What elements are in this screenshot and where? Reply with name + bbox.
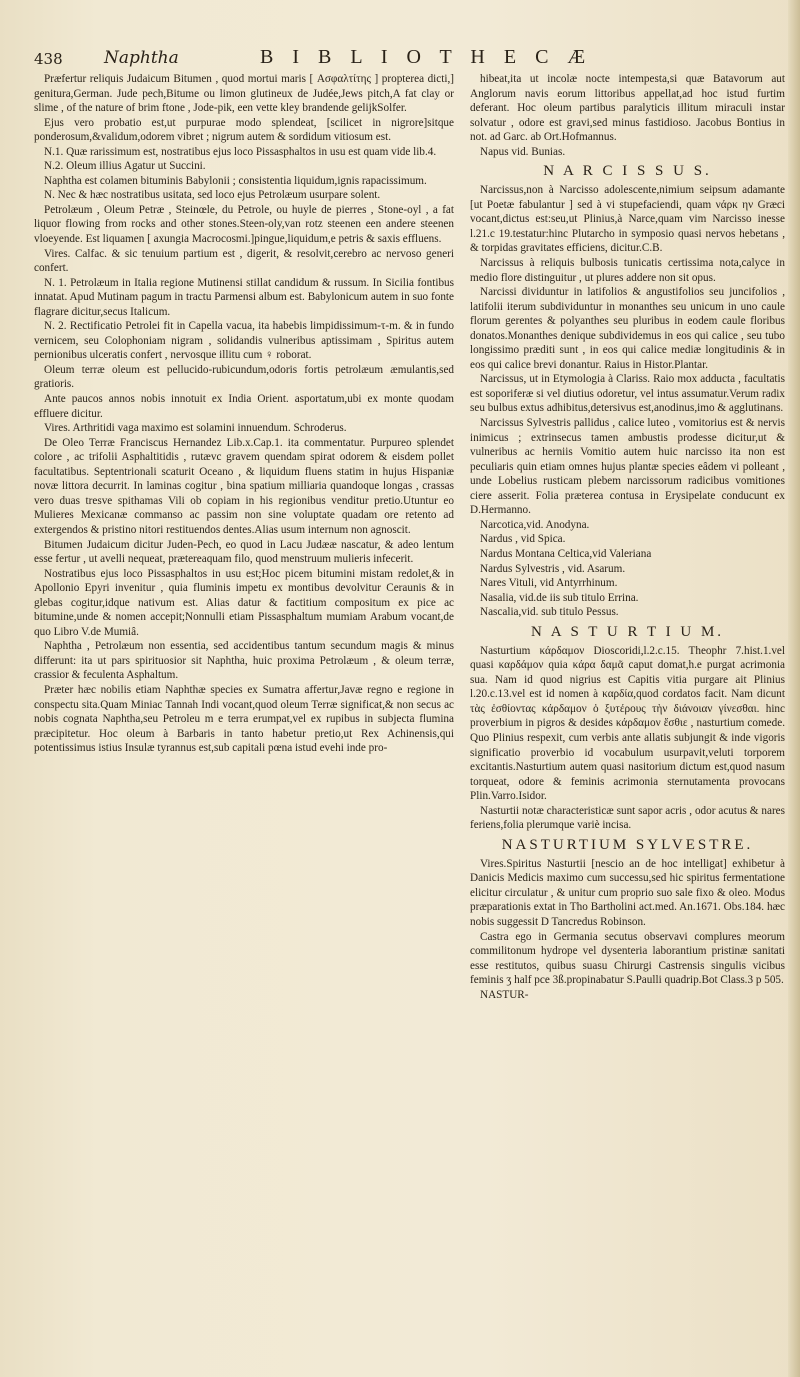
paragraph: Vires. Arthritidi vaga maximo est solamini innuendum. Schroderus.	[44, 422, 347, 435]
paragraph: Nasturtii notæ characteristicæ sunt sapor acris , odor acutus & nares feriens,folia plerumque variè incisa.	[470, 804, 785, 832]
page-title: B I B L I O T H E C Æ	[260, 46, 593, 68]
paragraph: N.1. Quæ rarissimum est, nostratibus ejus loco Pissasphaltos in usu est quam vide lib.4.	[44, 145, 437, 158]
cross-reference: Napus vid. Bunias.	[480, 145, 566, 158]
paragraph: hibeat,ita ut incolæ nocte intempesta,si quæ Batavorum aut Anglorum navis eorum littoribus appellat,ad hoc istud furtim deferant. Hoc oleum partibus paralyticis illitum miraculi instar solvatur , odore est gravi,sed minus fastidioso. Jacobus Bontius in not. ad Garc. ab Ort.Hofmannus.	[470, 73, 785, 144]
paragraph: Vires. Calfac. & sic tenuium partium est , digerit, & resolvit,cerebro ac nervoso generi confert.	[34, 247, 454, 275]
paragraph: Præfertur reliquis Judaicum Bitumen , quod mortui maris [ Ασφαλτίτης ] propterea dicti,] genitura,German. Jude pech,Bitume ou limon glutineux de Judée,Jews pitch,A fat clay or slime , of the nature of brim ftone , Jode-pik, een vette kley brandende gelijkSolfer.	[34, 73, 454, 115]
paragraph: N.2. Oleum illius Agatur ut Succini.	[44, 160, 206, 173]
paragraph: Naphtha est colamen bituminis Babylonii ; consistentia liquidum,ignis rapacissimum.	[44, 174, 427, 187]
paragraph: Narcissus à reliquis bulbosis tunicatis certissima nota,calyce in medio flore distinguitur , ut plures addere non sit opus.	[470, 257, 785, 284]
page-number: 438	[34, 50, 63, 68]
paragraph: Ante paucos annos nobis innotuit ex India Orient. asportatum,ubi ex monte quodam effluere dicitur.	[34, 393, 454, 420]
cross-reference: Nares Vituli, vid Antyrrhinum.	[480, 577, 618, 590]
paragraph: N. 2. Rectificatio Petrolei fit in Capella vacua, ita habebis limpidissimum-τ-m. & in fundo vernicem, seu Colophoniam nigram , solidandis vulneribus aptissimam , Spiritus autem pernionibus ulceratis confert , nervosque illitu cum ♀ roborat.	[34, 320, 454, 362]
paragraph: Nostratibus ejus loco Pissasphaltos in usu est;Hoc picem bitumini mistam redolet,& in Apollonio Epyri invenitur , quia fluminis impetu ex montibus devolvitur Ceraunis & in glebas cogitur,idque nativum est. Alias datur & factitium compositum ex pice ac bitumine,unde & nomen accepit;Nonnulli etiam Pissasphaltum mumiam Arabum vocant,de quo Libro V.de Mumiâ.	[34, 567, 454, 638]
section-heading: N A S T U R T I U M.	[530, 623, 725, 640]
paragraph: Oleum terræ oleum est pellucido-rubicundum,odoris fortis petrolæum æmulantis,sed gratioris.	[34, 363, 454, 391]
paragraph: Narcissus, ut in Etymologia à Clariss. Raio mox adducta , facultatis est soporiferæ si vel diutius odoretur, vel intus assumatur.Verum radix seu bulbus extus adhibitus,detersivus est,anodinus,imo & agglutinans.	[470, 373, 785, 415]
paragraph: Petrolæum , Oleum Petræ , Steinœle, du Petrole, ou huyle de pierres , Stone-oyl , a fat liquor flowing from rocks and other stones.Steen-oly,van rotz steenen een andere steenen vloeyende. Est liquamen [ axungia Macrocosmi.]pingue,liquidum,e petris & saxis effluens.	[34, 203, 454, 246]
paragraph: Præter hæc nobilis etiam Naphthæ species ex Sumatra affertur,Javæ regno e regione in conspectu sita.Quam Miniac Tannah Indi vocant,quod oleum Terræ significat,& non secus ac nobis cognata Naphtha,seu Petroleu m e terra erumpat,vel ex rupibus in subjecta flumina præcipitetur. Hoc oleum à Barbaris in tanto habetur pretio,ut Rex Achinensis,qui potentissimus istius Insulæ tyrannus est,sub capitali pœna istud evehi inde pro-	[34, 683, 454, 755]
cross-reference: Narcotica,vid. Anodyna.	[480, 518, 590, 531]
paragraph: De Oleo Terræ Franciscus Hernandez Lib.x.Cap.1. ita commentatur. Purpureo splendet colore , ac trifolii Asphaltitidis , rutævc gravem quendam spirat odorem & eisdem pollet facultatibus. Septentrionali scaturit Oceano , & liquidum fluens statim in hujus Hispaniæ novæ littora decurrit. In laminas cogitur , bina spatium milliaria quandoque longas , crassas vero duas tresve spithamas Vili ob copiam in his regionibus venditur pretio.Utuntur eo Mulieres Mexicanæ commanso ac passim non sine voluptate quadam ore retento ad extergendos & pristino nitori restituendos dentes.Alias usum internum non agnoscit.	[34, 436, 454, 536]
cross-reference: NASTUR-	[480, 988, 529, 1001]
cross-reference: Nascalia,vid. sub titulo Pessus.	[480, 606, 619, 619]
paragraph: Nasturtium κάρδαμον Dioscoridi,l.2.c.15. Theophr 7.hist.1.vel quasi καρδάμον quia κάρα δαμᾶ caput domat,h.e purgat acrimonia sua. Nam id quod nigrius est Capitis vitia purgare ait Plinius l.20.c.13.vel est id nomen à καρδία,quod cordatos facit. Nam dicunt τὰς ἐσθίοντας κάρδαμον ὁ ξυτέρους τὴν διάνοιαν γίνεσθαι. hinc proverbium in pigros & desides κάρδαμον ἔσθιε , nasturtium comede. Quo Plinius respexit, cum verbis ante allatis subjungit & inde vigoris significatio proverbio id vocabulum usurpavit,veluti torporem excitantis.Nasturtium autem quasi nasitorium dictum est,quod nasum torqueat, odore & feminis acrimonia sternutamenta provocans Plin.Varro.Isidor.	[470, 644, 785, 803]
paragraph: Castra ego in Germania secutus observavi complures meorum commilitonum hydrope vel dysenteria laborantium pristinæ sanitati esse restitutos, quibus suasu Chirurgi Castrensis singulis vicibus feminis ʒ half pce 3ß.propinabatur S.Paulli quadrip.Bot Class.3 p 505.	[470, 930, 785, 987]
page-header	[0, 44, 800, 74]
paragraph: N. Nec & hæc nostratibus usitata, sed loco ejus Petrolæum usurpare solent.	[44, 189, 381, 202]
page-edge	[788, 0, 800, 1377]
section-heading: NASTURTIUM SYLVESTRE.	[501, 836, 754, 853]
paragraph: Naphtha , Petrolæum non essentia, sed accidentibus tantum secundum magis & minus differunt: ita ut pars spirituosior sit Naphtha, huic proxima Petrolæum , & oleum terræ, crassior & feculenta Asphaltum.	[34, 640, 454, 682]
paragraph: Bitumen Judaicum dicitur Juden-Pech, eo quod in Lacu Judææ nascatur, & adeo lentum esse fertur , ut avelli nequeat, prætereaquam filo, quod menstruum mulieris infecerit.	[34, 538, 454, 566]
paragraph: Narcissi dividuntur in latifolios & angustifolios seu juncifolios , latifolii iterum subdividuntur in monanthes seu unicum in uno caule florum gerentes & polyanthes seu pluribus in eodem caule floribus donatos.Monanthes denique subdividemus in eos qui calice , seu tubo longissimo præditi sunt , in eos qui calice mediæ longitudinis & in eos qui calice brevi donantur. Raius in Histor.Plantar.	[470, 286, 785, 371]
paragraph: Narcissus,non à Narcisso adolescente,nimium seipsum adamante [ut Poetæ fabulantur ] sed à vi stupefaciendi, quam νάρκ ην Græci vocant,dictus est:seu,ut Plinius,à Narce,quam vim Narcisso inesse l.21.c 19.testatur:hinc Plutarcho in symposio quasi nervos hebetans , & torpidas gravitates efficiens, dicitur.C.B.	[470, 184, 785, 255]
cross-reference: Nardus Montana Celtica,vid Valeriana	[480, 547, 652, 560]
paragraph: Ejus vero probatio est,ut purpurae modo splendeat, [scilicet in nigrore]sitque ponderosum,&validum,odorem vibret ; nigrum autem & sordidum vitiosum est.	[34, 116, 454, 144]
right-column	[470, 72, 785, 1002]
paragraph: Narcissus Sylvestris pallidus , calice luteo , vomitorius est & nervis inimicus ; extrinsecus tamen ambustis prodesse dicitur,ut & vulneribus ac herniis Vomitio autem huic narcisso ita non est peculiaris quin etiam omnes hujus plantæ species eâdem vi polleant , unde Lobelius rusticam plebem narcissorum radicibus vomitiones ciere asserit. Folia præterea contusa in Erysipelate conducunt ex D.Hermanno.	[470, 417, 785, 517]
paragraph: N. 1. Petrolæum in Italia regione Mutinensi stillat candidum & russum. In Sicilia fontibus innatat. Apud Mutinam pagum in tractu Parmensi album est. Babylonicum autem in suo fonte flagrare dicitur,secus Italicum.	[34, 276, 454, 318]
section-heading: N A R C I S S U S.	[543, 163, 712, 180]
paragraph: Vires.Spiritus Nasturtii [nescio an de hoc intelligat] exhibetur à Danicis Medicis maximo cum successu,sed hic spiritus fermentatione elicitur circulatur , & unitur cum proprio suo sale fixo & oleo. Modus præparationis extat in Tho Bartholini act.med. An.1671. Obs.184. hæc nobis suggessit D Tancredus Robinson.	[470, 857, 785, 928]
running-title: Naphtha	[104, 48, 179, 68]
cross-reference: Nardus Sylvestris , vid. Asarum.	[480, 562, 626, 575]
cross-reference: Nasalia, vid.de iis sub titulo Errina.	[480, 591, 639, 604]
cross-reference: Nardus , vid Spica.	[480, 533, 566, 546]
left-column	[34, 72, 454, 756]
